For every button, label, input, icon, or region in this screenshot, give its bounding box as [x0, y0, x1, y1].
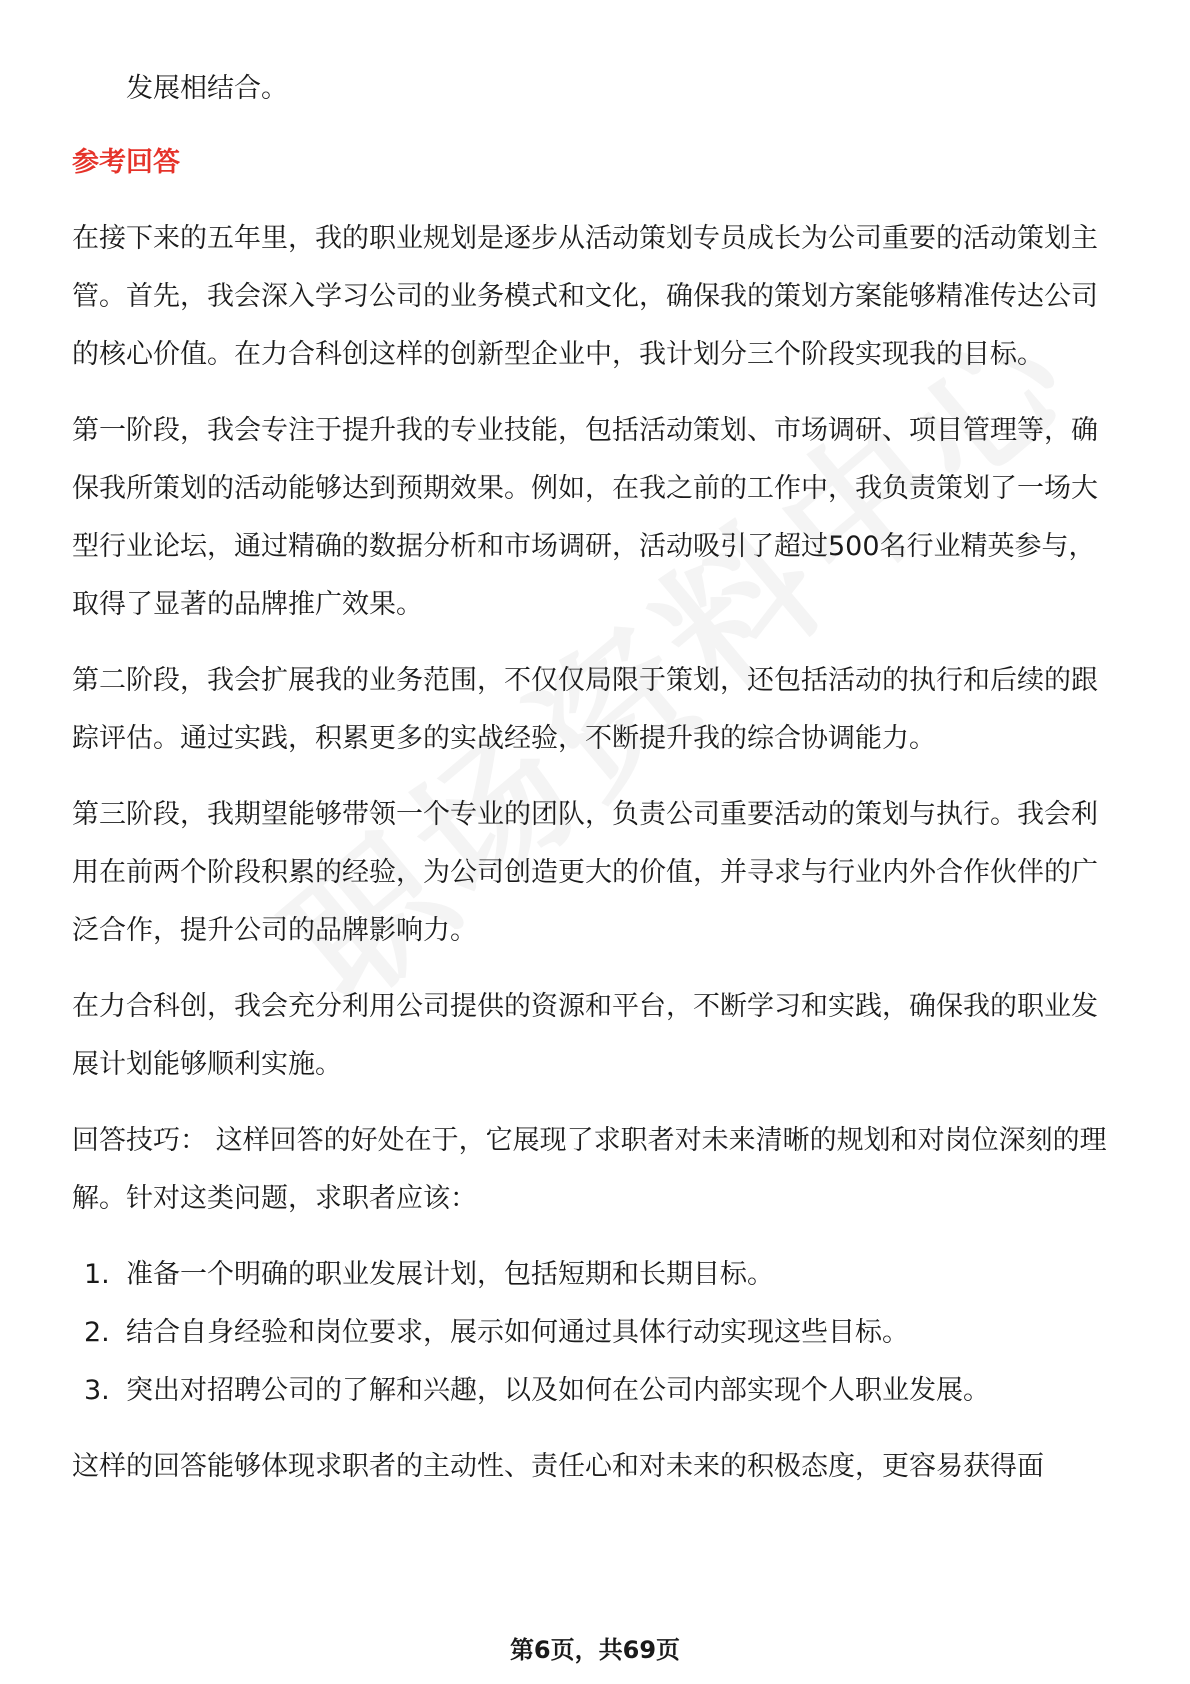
paragraph-summary: 在力合科创，我会充分利用公司提供的资源和平台，不断学习和实践，确保我的职业发展计划能够顺利实施。: [72, 991, 1098, 1080]
section-heading: 参考回答: [72, 147, 180, 178]
list-item: [72, 1304, 1122, 1362]
paragraph-stage-three: 第三阶段，我期望能够带领一个专业的团队，负责公司重要活动的策划与执行。我会利用在前两个阶段积累的经验，为公司创造更大的价值，并寻求与行业内外合作伙伴的广泛合作，提升公司的品牌影响力。: [72, 799, 1098, 946]
list-item-text: 结合自身经验和岗位要求，展示如何通过具体行动实现这些目标。: [126, 1317, 909, 1348]
list-item-number: 1.: [84, 1259, 110, 1290]
list-item-text: 准备一个明确的职业发展计划，包括短期和长期目标。: [126, 1259, 774, 1290]
paragraph-stage-two: 第二阶段，我会扩展我的业务范围，不仅仅局限于策划，还包括活动的执行和后续的跟踪评估。通过实践，积累更多的实战经验，不断提升我的综合协调能力。: [72, 665, 1098, 754]
continuation-line: 发展相结合。: [126, 73, 288, 104]
page-number: 第6页，共69页: [509, 1636, 681, 1664]
list-item-text: 突出对招聘公司的了解和兴趣，以及如何在公司内部实现个人职业发展。: [126, 1375, 990, 1406]
list-item: [72, 1362, 1122, 1420]
document-body: [72, 60, 1122, 1496]
list-item-number: 3.: [84, 1375, 110, 1406]
paragraph-intro: 在接下来的五年里，我的职业规划是逐步从活动策划专员成长为公司重要的活动策划主管。首先，我会深入学习公司的业务模式和文化，确保我的策划方案能够精准传达公司的核心价值。在力合科创这样的创新型企业中，我计划分三个阶段实现我的目标。: [72, 223, 1098, 370]
tips-intro: 回答技巧： 这样回答的好处在于，它展现了求职者对未来清晰的规划和对岗位深刻的理解。针对这类问题，求职者应该：: [72, 1125, 1107, 1214]
tips-list: [72, 1246, 1122, 1420]
list-item: [72, 1246, 1122, 1304]
closing-paragraph: 这样的回答能够体现求职者的主动性、责任心和对未来的积极态度，更容易获得面: [72, 1451, 1044, 1482]
paragraph-stage-one: 第一阶段，我会专注于提升我的专业技能，包括活动策划、市场调研、项目管理等，确保我所策划的活动能够达到预期效果。例如，在我之前的工作中，我负责策划了一场大型行业论坛，通过精确的数据分析和市场调研，活动吸引了超过500名行业精英参与，取得了显著的品牌推广效果。: [72, 415, 1098, 620]
list-item-number: 2.: [84, 1317, 110, 1348]
